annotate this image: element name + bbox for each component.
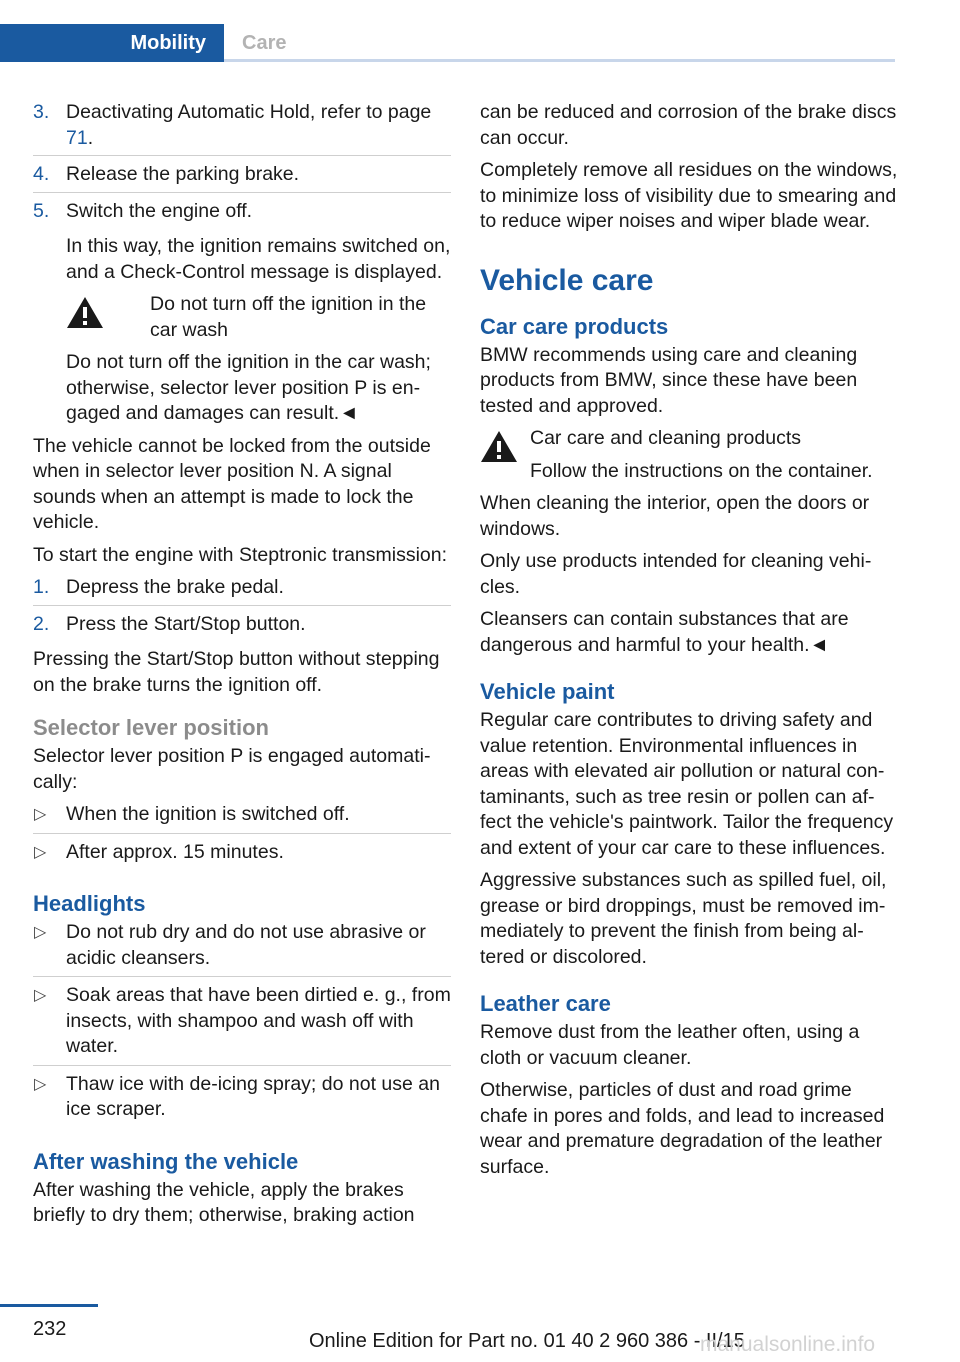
tab-mobility[interactable]: Mobility	[0, 24, 224, 62]
paragraph: can be reduced and corrosion of the brake discs can occur.	[480, 101, 897, 149]
warning-title-row	[66, 292, 451, 343]
paragraph: Only use products intended for cleaning vehicles.	[480, 550, 872, 598]
bullet-text: Do not rub dry and do not use abrasive or acidic cleansers.	[66, 921, 426, 969]
headlights-bullet-list	[33, 920, 451, 1128]
paragraph: Cleansers can contain substances that are dangerous and harmful to your health.◄	[480, 608, 849, 656]
steps-list-continued	[33, 100, 451, 228]
tab-care[interactable]: Care	[224, 24, 895, 62]
paragraph: Pressing the Start/Stop button without stepping on the brake turns the ignition off.	[33, 648, 440, 696]
step-number: 5.	[33, 199, 50, 222]
list-item	[33, 612, 451, 642]
triangle-bullet-icon: ▷	[34, 1075, 47, 1093]
list-item	[33, 802, 451, 834]
list-item	[33, 100, 451, 156]
step-text: Deactivating Automatic Hold, refer to page	[66, 101, 432, 123]
header-divider	[0, 59, 224, 62]
paragraph: The vehicle cannot be locked from the outside when in selector lever position N. A signal sounds when an attempt is made to lock the vehicle.	[33, 434, 431, 533]
paragraph: BMW recommends using care and cleaning products from BMW, since these have been tested and approved.	[480, 343, 858, 417]
warning-triangle-icon	[66, 296, 104, 329]
warning-triangle-icon	[480, 430, 518, 463]
step-text: Release the parking brake.	[66, 163, 300, 185]
list-item	[33, 840, 451, 871]
footer-divider	[0, 1304, 98, 1307]
paragraph: Selector lever position P is engaged automatically:	[33, 745, 431, 793]
step-detail: In this way, the ignition remains switched on, and a Check-Control message is displayed.	[66, 235, 451, 283]
list-item	[33, 199, 451, 229]
paragraph: After washing the vehicle, apply the brakes briefly to dry them; otherwise, braking action	[33, 1178, 415, 1226]
warning-body: Do not turn off the ignition in the car wash; otherwise, selector lever position P is engaged and damages can result.◄	[66, 351, 431, 424]
list-item	[33, 575, 451, 606]
heading-selector-lever: Selector lever position	[33, 715, 269, 740]
list-item	[33, 162, 451, 193]
watermark: manualsonline.info	[700, 1333, 876, 1356]
paragraph: Otherwise, particles of dust and road grime chafe in pores and folds, and lead to increased wear and premature degradation of the leather surface.	[480, 1079, 885, 1178]
paragraph: To start the engine with Steptronic transmission:	[33, 543, 448, 566]
step-text-end: .	[87, 126, 94, 149]
step-number: 2.	[33, 612, 50, 635]
bullet-text: When the ignition is switched off.	[66, 803, 350, 825]
selector-bullet-list	[33, 802, 451, 870]
left-column	[33, 100, 451, 1236]
warning-block	[33, 292, 451, 427]
triangle-bullet-icon: ▷	[34, 924, 47, 941]
heading-car-care-products: Car care products	[480, 313, 669, 339]
heading-headlights: Headlights	[33, 891, 146, 916]
right-column	[480, 100, 898, 1187]
warning-title: Car care and cleaning products	[530, 427, 801, 449]
bullet-text: Thaw ice with de-icing spray; do not use an ice scraper.	[66, 1072, 440, 1120]
triangle-bullet-icon: ▷	[34, 843, 47, 861]
edition-text: Online Edition for Part no. 01 40 2 960 386 - II/15	[309, 1330, 745, 1352]
bullet-text: After approx. 15 minutes.	[66, 840, 284, 863]
paragraph: When cleaning the interior, open the doors or windows.	[480, 492, 870, 540]
paragraph: Regular care contributes to driving safety and value retention. Environmental influences in areas with elevated air pollution or natural contaminants, such as tree resin or pollen can affect the vehicle's paintwork. Tailor the frequency and extent of your car care to these influences.	[480, 709, 894, 859]
paragraph: Completely remove all residues on the windows, to minimize loss of visibility due to smearing and to reduce wiper noises and wiper blade wear.	[480, 159, 898, 232]
heading-vehicle-care: Vehicle care	[480, 263, 654, 297]
step-number: 1.	[33, 576, 50, 598]
heading-vehicle-paint: Vehicle paint	[480, 679, 615, 704]
step-text: Depress the brake pedal.	[66, 576, 284, 598]
triangle-bullet-icon: ▷	[34, 987, 47, 1004]
warning-title: Do not turn off the ignition in the car wash	[150, 293, 427, 341]
heading-leather-care: Leather care	[480, 991, 611, 1016]
paragraph: Aggressive substances such as spilled fuel, oil, grease or bird droppings, must be removed immediately to prevent the finish from being altered or discolored.	[480, 869, 887, 968]
triangle-bullet-icon: ▷	[34, 806, 47, 823]
heading-after-washing: After washing the vehicle	[33, 1148, 299, 1174]
list-item	[33, 983, 451, 1066]
paragraph: Remove dust from the leather often, using a cloth or vacuum cleaner.	[480, 1021, 860, 1069]
warning-block	[480, 426, 898, 484]
start-steps-list	[33, 575, 451, 641]
step-number: 3.	[33, 101, 50, 123]
page-number: 232	[33, 1318, 67, 1340]
page-link[interactable]: 71	[66, 126, 88, 149]
step-text: Press the Start/Stop button.	[66, 612, 306, 635]
warning-body: Follow the instructions on the container.	[530, 459, 873, 482]
list-item	[33, 1072, 451, 1128]
page-header	[0, 0, 895, 62]
step-text: Switch the engine off.	[66, 199, 253, 222]
bullet-text: Soak areas that have been dirtied e. g., from insects, with shampoo and wash off with water.	[66, 984, 451, 1057]
list-item	[33, 920, 451, 977]
header-divider-light	[224, 59, 895, 62]
step-number: 4.	[33, 163, 50, 185]
